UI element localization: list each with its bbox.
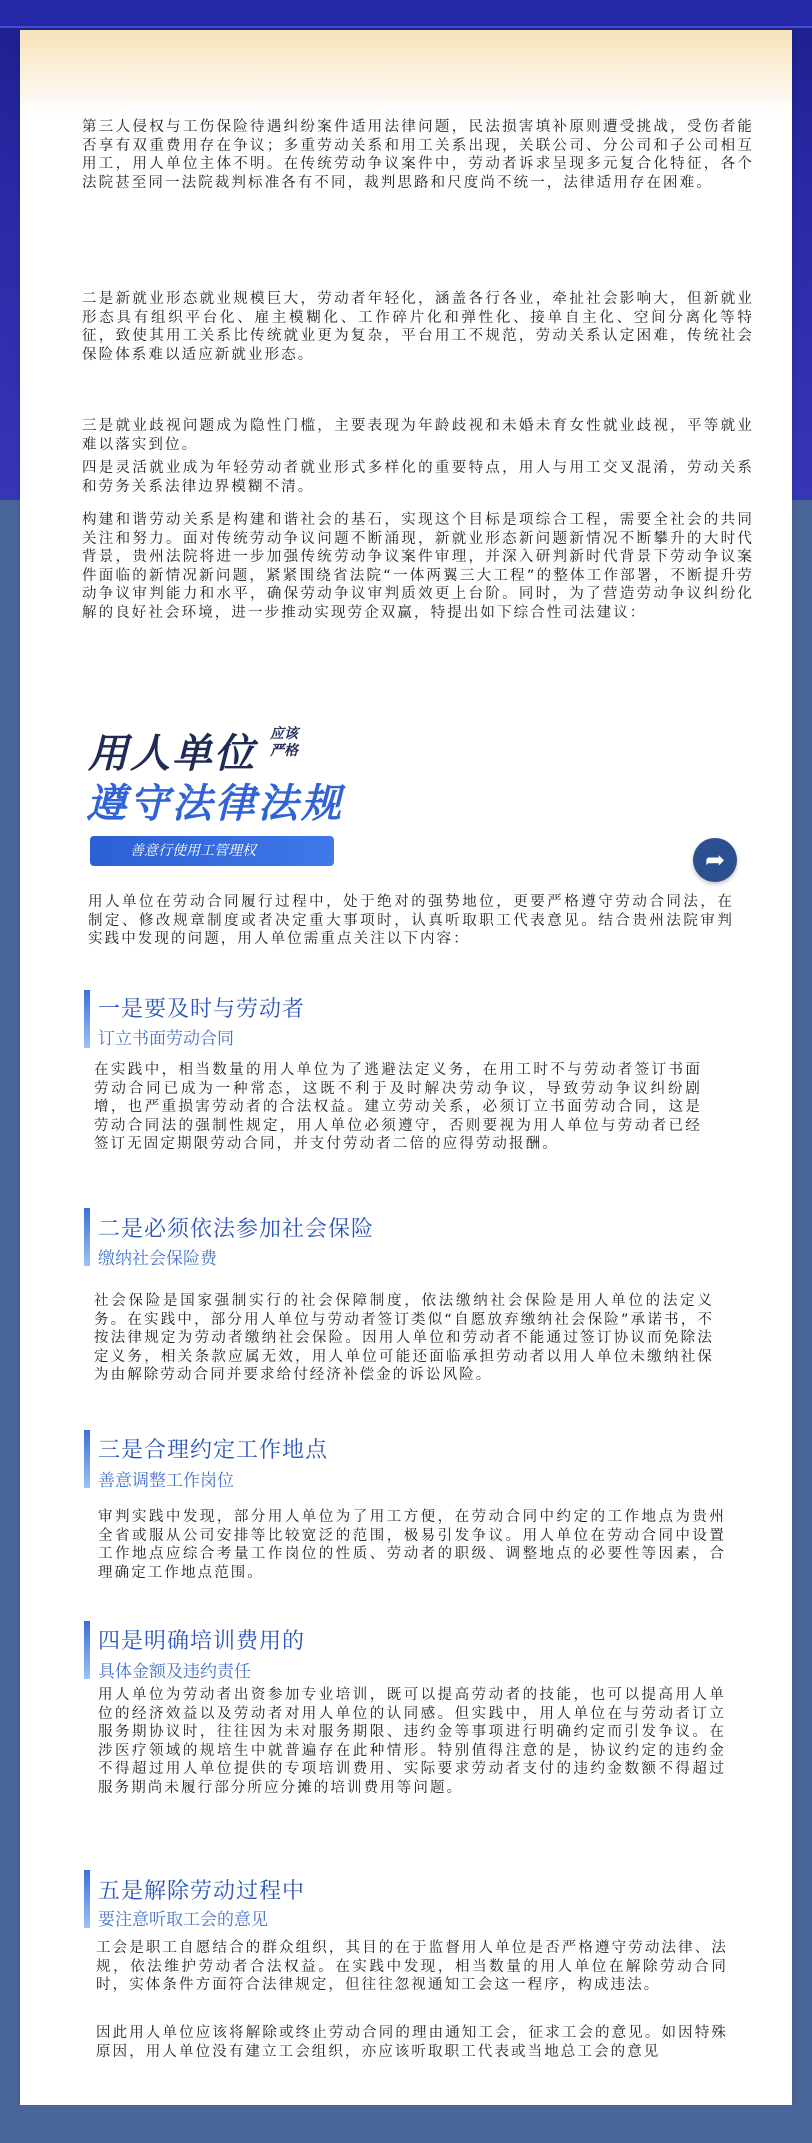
intro-paragraph-3: 三是就业歧视问题成为隐性门槛，主要表现为年龄歧视和未婚未育女性就业歧视，平等就业难以落实到位。 <box>82 418 754 453</box>
intro-paragraph-2: 二是新就业形态就业规模巨大，劳动者年轻化，涵盖各行各业，牵扯社会影响大，但新就业形态具有组织平台化、雇主模糊化、工作碎片化和弹性化、接单自主化、空间分离化等特征，致使其用工关系比传统就业更为复杂，平台用工不规范，劳动关系认定困难，传统社会保险体系难以适应新就业形态。 <box>82 291 754 363</box>
section-4-body: 用人单位为劳动者出资参加专业培训，既可以提高劳动者的技能，也可以提高用人单位的经济效益以及劳动者对用人单位的认同感。但实践中，用人单位在与劳动者订立服务期协议时，往往因为未对服务期限、违约金等事项进行明确约定而引发争议。在涉医疗领域的规培生中就普遍存在此种情形。特别值得注意的是，协议约定的违约金不得超过用人单位提供的专项培训费用、实际要求劳动者支付的违约金数额不得超过服务期尚未履行部分所应分摊的培训费用等问题。 <box>98 1687 726 1796</box>
section-5-subtitle: 要注意听取工会的意见 <box>98 1910 268 1930</box>
section-1-subtitle: 订立书面劳动合同 <box>98 1029 234 1049</box>
intro-paragraph-1: 第三人侵权与工伤保险待遇纠纷案件适用法律问题，民法损害填补原则遭受挑战，受伤者能否享有双重费用存在争议；多重劳动关系和用工关系出现，关联公司、分公司和子公司相互用工，用人单位主体不明。在传统劳动争议案件中，劳动者诉求呈现多元复合化特征，各个法院甚至同一法院裁判标准各有不同，裁判思路和尺度尚不统一，法律适用存在困难。 <box>82 119 754 191</box>
intro-paragraph-4: 四是灵活就业成为年轻劳动者就业形式多样化的重要特点，用人与用工交叉混淆，劳动关系和劳务关系法律边界模糊不清。 <box>82 460 754 495</box>
banner-pill-label: 善意行使用工管理权 <box>90 836 334 866</box>
banner-small-a: 应该 <box>270 726 298 742</box>
section-1-accent-bar <box>84 990 90 1048</box>
section-4-title: 四是明确培训费用的 <box>98 1629 306 1654</box>
section-2-body: 社会保险是国家强制实行的社会保障制度，依法缴纳社会保险是用人单位的法定义务。在实践中，部分用人单位与劳动者签订类似“自愿放弃缴纳社会保险”承诺书，不按法律规定为劳动者缴纳社会保险。因用人单位和劳动者不能通过签订协议而免除法定义务，相关条款应属无效，用人单位可能还面临承担劳动者以用人单位未缴纳社保为由解除劳动合同并要求给付经济补偿金的诉讼风险。 <box>94 1293 714 1383</box>
section-4-subtitle: 具体金额及违约责任 <box>98 1662 251 1682</box>
banner-title-line2: 遵守法律法规 <box>86 781 344 827</box>
section-4-accent-bar <box>84 1621 90 1679</box>
lead-paragraph: 用人单位在劳动合同履行过程中，处于绝对的强势地位，更要严格遵守劳动合同法，在制定、修改规章制度或者决定重大事项时，认真听取职工代表意见。结合贵州法院审判实践中发现的问题，用人单位需重点关注以下内容： <box>88 894 734 947</box>
share-forward-icon[interactable]: ➦ <box>693 838 737 882</box>
section-2-accent-bar <box>84 1208 90 1266</box>
section-3-accent-bar <box>84 1430 90 1488</box>
section-3-subtitle: 善意调整工作岗位 <box>98 1471 234 1491</box>
banner-title-line1: 用人单位 <box>88 731 256 777</box>
banner-small-b: 严格 <box>270 743 298 759</box>
banner-small-text <box>270 726 298 760</box>
section-5-body-2: 因此用人单位应该将解除或终止劳动合同的理由通知工会，征求工会的意见。如因特殊原因，用人单位没有建立工会组织，亦应该听取职工代表或当地总工会的意见 <box>96 2025 728 2060</box>
section-1-title: 一是要及时与劳动者 <box>98 997 306 1022</box>
section-3-body: 审判实践中发现，部分用人单位为了用工方便，在劳动合同中约定的工作地点为贵州全省或服从公司安排等比较宽泛的范围，极易引发争议。用人单位在劳动合同中设置工作地点应综合考量工作岗位的性质、劳动者的职级、调整地点的必要性等因素，合理确定工作地点范围。 <box>98 1509 726 1581</box>
section-2-title: 二是必须依法参加社会保险 <box>98 1217 375 1242</box>
page-bottom-strip <box>0 2105 812 2143</box>
section-3-title: 三是合理约定工作地点 <box>98 1438 329 1463</box>
intro-paragraph-5: 构建和谐劳动关系是构建和谐社会的基石，实现这个目标是项综合工程，需要全社会的共同关注和努力。面对传统劳动争议问题不断涌现，新就业形态新问题新情况不断攀升的大时代背景，贵州法院将进一步加强传统劳动争议案件审理，并深入研判新时代背景下劳动争议案件面临的新情况新问题，紧紧围绕省法院“一体两翼三大工程”的整体工作部署，不断提升劳动争议审判能力和水平，确保劳动争议审判质效更上台阶。同时，为了营造劳动争议纠纷化解的良好社会环境，进一步推动实现劳企双赢，特提出如下综合性司法建议： <box>82 512 754 621</box>
section-5-title: 五是解除劳动过程中 <box>98 1879 306 1904</box>
card-top-gradient <box>20 30 792 115</box>
section-1-body: 在实践中，相当数量的用人单位为了逃避法定义务，在用工时不与劳动者签订书面劳动合同已成为一种常态，这既不利于及时解决劳动争议，导致劳动争议纠纷剧增，也严重损害劳动者的合法权益。建立劳动关系，必须订立书面劳动合同，这是劳动合同法的强制性规定，用人单位必须遵守，否则要视为用人单位与劳动者已经签订无固定期限劳动合同，并支付劳动者二倍的应得劳动报酬。 <box>94 1062 702 1152</box>
top-header-bar <box>0 0 812 28</box>
section-5-accent-bar <box>84 1870 90 1928</box>
section-5-body-1: 工会是职工自愿结合的群众组织，其目的在于监督用人单位是否严格遵守劳动法律、法规，依法维护劳动者合法权益。在实践中发现，相当数量的用人单位在解除劳动合同时，实体条件方面符合法律规定，但往往忽视通知工会这一程序，构成违法。 <box>96 1940 728 1993</box>
section-2-subtitle: 缴纳社会保险费 <box>98 1249 217 1269</box>
